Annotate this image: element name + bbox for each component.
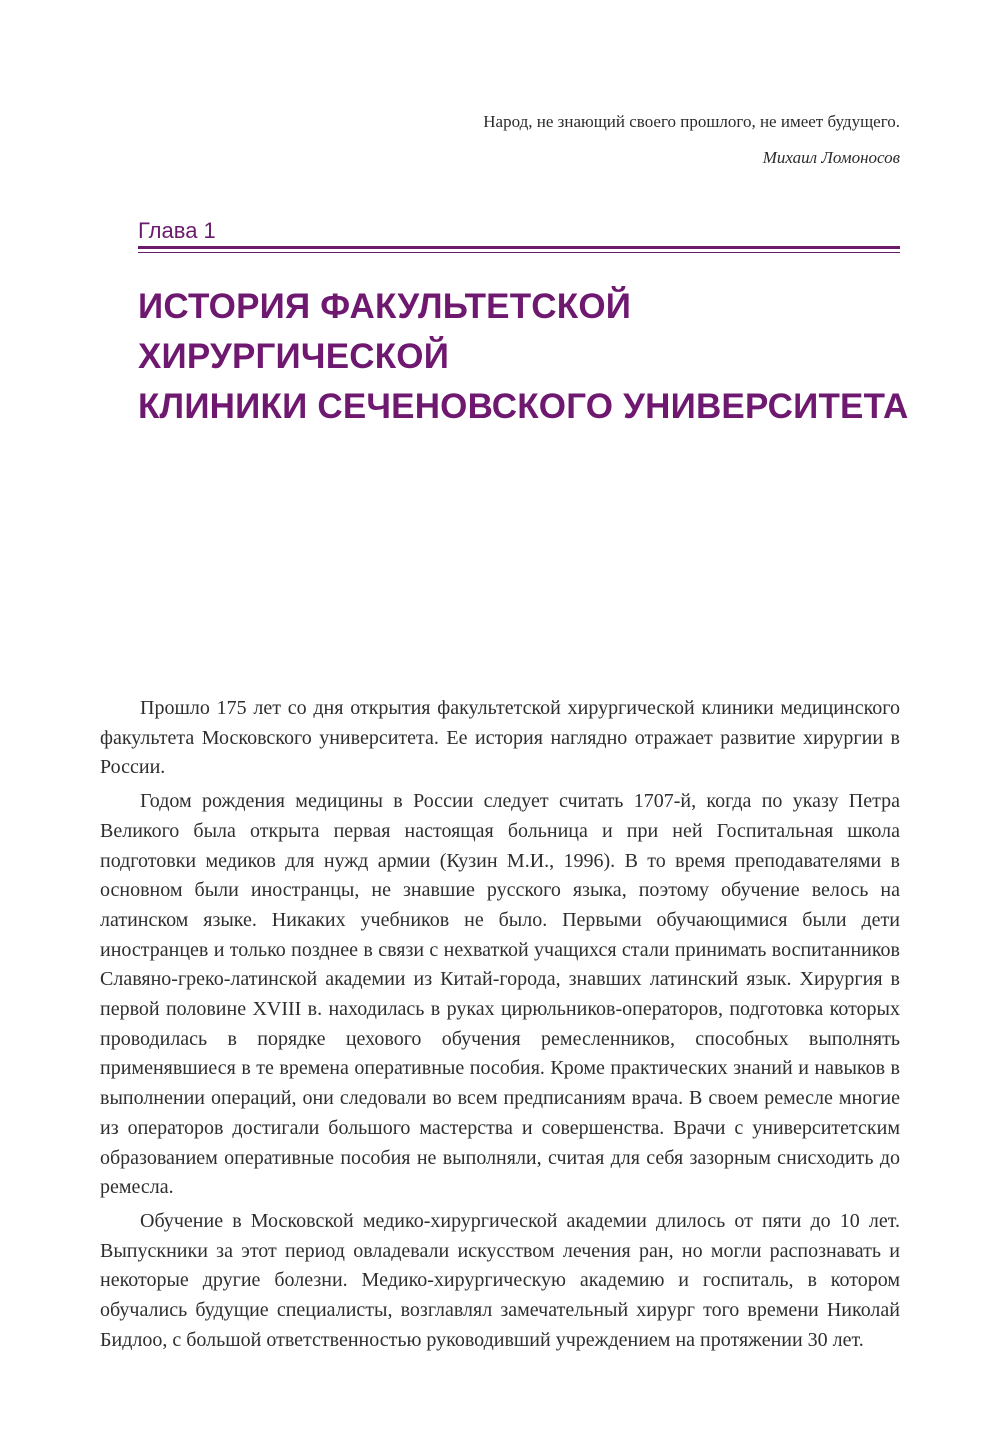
chapter-title-line-1: ИСТОРИЯ ФАКУЛЬТЕТСКОЙ ХИРУРГИЧЕСКОЙ — [138, 287, 632, 376]
chapter-rule-thick — [138, 246, 900, 249]
chapter-title — [138, 282, 918, 432]
body-text — [100, 694, 900, 1355]
chapter-label: Глава 1 — [138, 218, 216, 243]
chapter-title-line-2: КЛИНИКИ СЕЧЕНОВСКОГО УНИВЕРСИТЕТА — [138, 387, 909, 426]
paragraph-3: Обучение в Московской медико-хирургической академии длилось от пяти до 10 лет. Выпускники за этот период овладевали искусством лечения ран, но могли распознавать и некоторые другие болезни. Медико-хирургическую академию и госпиталь, в котором обучались будущие специалисты, возглавлял замечательный хирург того времени Николай Бидлоо, с большой ответственностью руководивший учреждением на протяжении 30 лет. — [100, 1209, 900, 1351]
epigraph-quote: Народ, не знающий своего прошлого, не имеет будущего. — [483, 112, 900, 131]
chapter-rule-thin — [138, 252, 900, 253]
paragraph-1: Прошло 175 лет со дня открытия факультетской хирургической клиники медицинского факультета Московского университета. Ее история наглядно отражает развитие хирургии в России. — [100, 697, 900, 779]
epigraph — [300, 104, 900, 176]
epigraph-author: Михаил Ломоносов — [762, 148, 900, 167]
paragraph-2: Годом рождения медицины в России следует считать 1707-й, когда по указу Петра Великого была открыта первая настоящая больница и при ней Госпитальная школа подготовки медиков для нужд армии (Кузин М.И., 1996). В то время преподавателями в основном были иностранцы, не знавшие русского языка, поэтому обучение велось на латинском языке. Никаких учебников не было. Первыми обучающимися были дети иностранцев и только позднее в связи с нехваткой учащихся стали принимать воспитанников Славяно-греко-латинской академии из Китай-города, знавших латинский язык. Хирургия в первой половине XVIII в. находилась в руках цирюльников-операторов, подготовка которых проводилась в порядке цехового обучения ремесленников, способных выполнять применявшиеся в те времена оперативные пособия. Кроме практических знаний и навыков в выполнении операций, они следовали во всем предписаниям врача. В своем ремесле многие из операторов достигали большого мастерства и совершенства. Врачи с университетским образованием оперативные пособия не выполняли, считая для себя зазорным снисходить до ремесла. — [100, 790, 900, 1199]
